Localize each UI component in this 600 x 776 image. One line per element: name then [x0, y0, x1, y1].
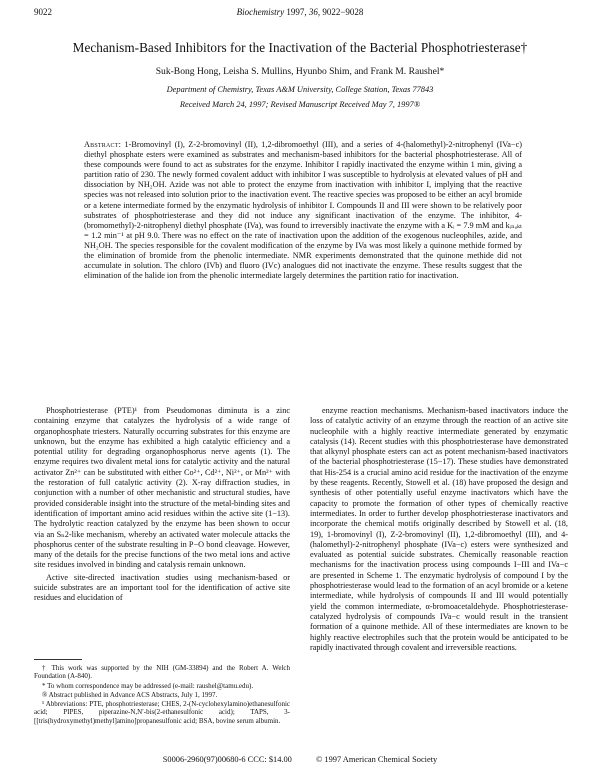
footnote-abbreviations: ¹ Abbreviations: PTE, phosphotriesterase; CHES, 2-(N-cyclohexylamino)ethanesulfonic acid; PIPES, piperazine-N,N′-bis(2-ethanesulfonic acid); TAPS, 3-[[tris(hydroxymethyl)methyl]amino]propanesulfonic acid; BSA, bovine serum albumin. — [34, 700, 290, 725]
paragraph: Active site-directed inactivation studies using mechanism-based or suicide substrates are an important tool for the identification of active site residues and elucidation of — [34, 572, 290, 603]
abstract-text: 1-Bromovinyl (I), Z-2-bromovinyl (II), 1,2-dibromoethyl (III), and a series of 4-(halomethyl)-2-nitrophenyl (IVa−c) diethyl phosphate esters were examined as substrates and mechanism-based inhibitors for the bacterial phosphotriesterase. All of these compounds were found to act as substrates for the enzyme. Inhibitor I rapidly inactivated the enzyme within 1 min, giving a partition ratio of 230. The newly formed covalent adduct with inhibitor I was susceptible to hydrolysis at elevated values of pH and dissociation by NH₂OH. Azide was not able to protect the enzyme from inactivation with inhibitor I, implying that the reactive species was not released into solution prior to the inactivation event. The reactive species was proposed to be either an acyl bromide or a ketene intermediate formed by the enzymatic hydrolysis of inhibitor I. Compounds II and III were shown to be relatively poor substrates of phosphotriesterase and they did not induce any significant inactivation of the enzyme. The inhibitor, 4-(bromomethyl)-2-nitrophenyl diethyl phosphate (IVa), was found to irreversibly inactivate the enzyme with a Kᵢ = 7.9 mM and kᵢₙₐₖₜ = 1.2 min⁻¹ at pH 9.0. There was no effect on the rate of inactivation upon the addition of the exogenous nucleophiles, azide, and NH₂OH. The species responsible for the covalent modification of the enzyme by IVa was most likely a quinone methide formed by the elimination of bromide from the phenolic intermediate. NMR experiments demonstrated that the quinone methide did not accumulate in solution. The chloro (IVb) and fluoro (IVc) analogues did not inactivate the enzyme. These results suggest that the elimination of the halide ion from the phenolic intermediate largely determines the partition ratio for inactivation. — [84, 140, 522, 281]
paragraph: enzyme reaction mechanisms. Mechanism-based inactivators induce the loss of catalytic activity of an enzyme through the reaction of an active site nucleophile with a highly reactive intermediate generated by enzymatic catalysis (14). Recent studies with this phosphotriesterase have demonstrated that alkynyl phosphate esters can act as potent mechanism-based inactivators of the bacterial phosphotriesterase (15−17). These studies have demonstrated that His-254 is a crucial amino acid residue for the inactivation of the enzyme by these reagents. Recently, Stowell et al. (18) have proposed the design and synthesis of other potentially useful enzyme inactivators which have the capacity to promote the formation of other types of chemically reactive intermediates. In order to further develop phosphotriesterase inactivators and incorporate the chemical motifs originally described by Stowell et al. (18, 19), 1-bromovinyl (I), Z-2-bromovinyl (II), 1,2-dibromoethyl (III), and 4-(halomethyl)-2-nitrophenyl phosphate (IVa−c) esters were synthesized and evaluated as potential suicide substrates. Chemically reasonable reaction mechanisms for the inactivation process using compounds I−III and IVa−c are presented in Scheme 1. The enzymatic hydrolysis of compound I by the phosphotriesterase would lead to the formation of an acyl bromide or a ketene intermediate, while hydrolysis of compounds II and III would potentially yield the common intermediate, α-bromoacetaldehyde. Phosphotriesterase-catalyzed hydrolysis of compounds IVa−c would result in the transient formation of a quinone methide. All of these intermediates are known to be highly reactive electrophiles such that the protein would be anticipated to be rapidly inactivated through covalent and irreversible reactions. — [310, 406, 568, 652]
journal-pages: 9022−9028 — [322, 7, 364, 17]
footnote-divider — [34, 659, 82, 660]
author-list: Suk-Bong Hong, Leisha S. Mullins, Hyunbo Shim, and Frank M. Raushel* — [155, 66, 445, 77]
page-number: 9022 — [34, 7, 52, 17]
publication-code: S0006-2960(97)00680-6 CCC: $14.00 — [162, 755, 292, 764]
article-title: Mechanism-Based Inhibitors for the Inactivation of the Bacterial Phosphotriesterase† — [72, 40, 528, 55]
footnotes — [34, 664, 290, 726]
journal-name: Biochemistry — [236, 7, 285, 17]
footnote-funding: † This work was supported by the NIH (GM-33894) and the Robert A. Welch Foundation (A-840). — [34, 664, 290, 681]
running-header — [0, 7, 600, 18]
affiliation: Department of Chemistry, Texas A&M University, College Station, Texas 77843 — [166, 85, 434, 94]
abstract-label: Abstract: — [84, 140, 122, 149]
paragraph: Phosphotriesterase (PTE)¹ from Pseudomonas diminuta is a zinc containing enzyme that catalyzes the hydrolysis of a wide range of organophosphate triesters. Naturally occurring substrates for this enzyme are unknown, but the enzyme has exhibited a high catalytic efficiency and a potential utility for degrading organophosphorus nerve agents (1). The enzyme requires two divalent metal ions for catalytic activity and the natural activator Zn²⁺ can be substituted with either Co²⁺, Cd²⁺, Ni²⁺, or Mn²⁺ with the restoration of full catalytic activity (2). X-ray diffraction studies, in conjunction with a number of other mechanistic and structural studies, have provided considerable insight into the structure of the metal-binding sites and identification of important amino acid residues within the active site (1−13). The hydrolytic reaction catalyzed by the enzyme has been shown to occur via an Sₙ2-like mechanism, whereby an activated water molecule attacks the phosphorus center of the substrate resulting in P−O bond cleavage. However, many of the details for the precise functions of the two metal ions and active site residues involved in binding and catalysis remain unknown. — [34, 406, 290, 570]
body-column-left — [34, 406, 290, 604]
copyright: © 1997 American Chemical Society — [315, 755, 438, 764]
footnote-correspondence: * To whom correspondence may be addressed (e-mail: raushel@tamu.edu). — [42, 681, 254, 690]
abstract — [84, 140, 522, 281]
body-column-right — [310, 406, 568, 653]
footnote-abstract-published: ® Abstract published in Advance ACS Abstracts, July 1, 1997. — [42, 690, 218, 699]
journal-year: 1997, — [286, 7, 307, 17]
page-footer — [0, 754, 600, 765]
journal-volume: 36, — [308, 7, 321, 17]
received-dates: Received March 24, 1997; Revised Manuscript Received May 7, 1997® — [179, 100, 421, 109]
